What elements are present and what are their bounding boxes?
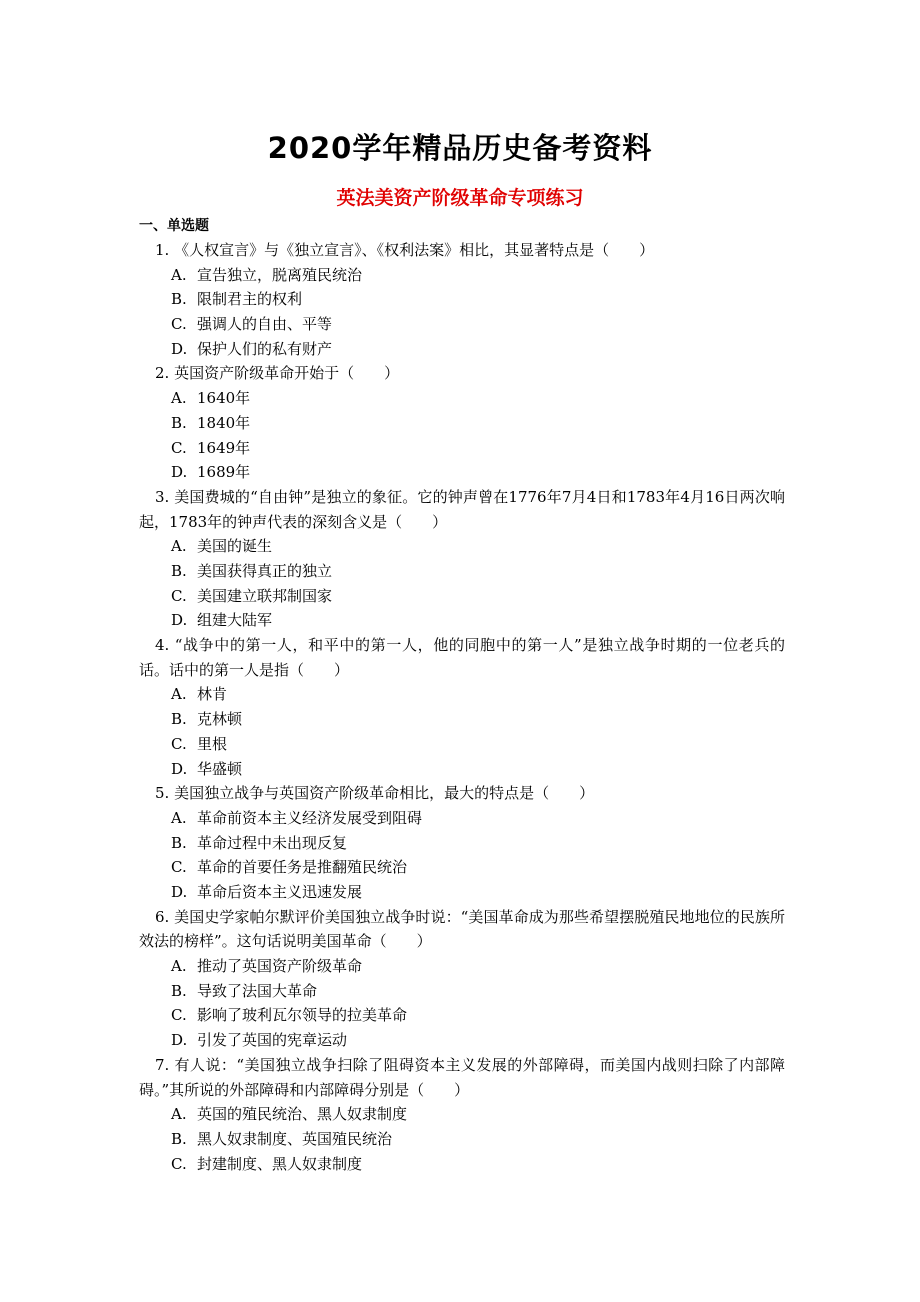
option-letter: D. <box>171 463 188 482</box>
option-text: 1649年 <box>197 438 251 457</box>
option-text: 里根 <box>197 734 228 753</box>
answer-option <box>139 880 785 905</box>
option-letter: C. <box>171 734 187 753</box>
option-text: 革命后资本主义迅速发展 <box>197 882 363 901</box>
answer-option <box>139 979 785 1004</box>
option-text: 1689年 <box>197 463 251 482</box>
option-text: 影响了玻利瓦尔领导的拉美革命 <box>197 1006 408 1025</box>
option-letter: D. <box>171 1031 188 1050</box>
option-text: 美国的诞生 <box>197 537 273 556</box>
answer-option <box>139 287 785 312</box>
option-letter: B. <box>171 981 187 1000</box>
section-heading: 一、单选题 <box>139 218 209 234</box>
question-stem: 6. 美国史学家帕尔默评价美国独立战争时说：“美国革命成为那些希望摆脱殖民地地位的民族所效法的榜样”。这句话说明美国革命（ ） <box>139 907 785 951</box>
answer-option <box>139 460 785 485</box>
option-letter: D. <box>171 611 188 630</box>
answer-option <box>139 584 785 609</box>
answer-option <box>139 954 785 979</box>
option-text: 黑人奴隶制度、英国殖民统治 <box>197 1129 393 1148</box>
answer-option <box>139 608 785 633</box>
option-letter: C. <box>171 586 187 605</box>
answer-option <box>139 1127 785 1152</box>
question-stem: 2. 英国资产阶级革命开始于（ ） <box>155 364 400 383</box>
page-subtitle: 英法美资产阶级革命专项练习 <box>336 187 584 209</box>
question-stem: 7. 有人说：“美国独立战争扫除了阻碍资本主义发展的外部障碍，而美国内战则扫除了内部障碍。”其所说的外部障碍和内部障碍分别是（ ） <box>139 1055 785 1099</box>
option-letter: C. <box>171 858 187 877</box>
option-text: 导致了法国大革命 <box>197 981 318 1000</box>
question-stem: 4. “战争中的第一人，和平中的第一人，他的同胞中的第一人”是独立战争时期的一位老兵的话。话中的第一人是指（ ） <box>139 636 785 679</box>
option-text: 林肯 <box>197 685 228 704</box>
question-stem: 5. 美国独立战争与英国资产阶级革命相比，最大的特点是（ ） <box>155 784 595 803</box>
question-stem: 3. 美国费城的“自由钟”是独立的象征。它的钟声曾在1776年7月4日和1783年4月16日两次响起，1783年的钟声代表的深刻含义是（ ） <box>139 487 785 531</box>
option-letter: A. <box>171 957 187 976</box>
answer-option <box>139 682 785 707</box>
answer-option <box>139 411 785 436</box>
option-letter: D. <box>171 882 188 901</box>
option-text: 美国获得真正的独立 <box>197 562 333 580</box>
page-title: 2020学年精品历史备考资料 <box>267 131 653 165</box>
option-letter: B. <box>171 562 187 580</box>
answer-option <box>139 757 785 782</box>
option-text: 强调人的自由、平等 <box>197 315 333 334</box>
option-letter: A. <box>171 389 187 408</box>
option-letter: B. <box>171 833 187 852</box>
option-text: 克林顿 <box>197 710 243 729</box>
option-letter: C. <box>171 1006 187 1025</box>
option-text: 美国建立联邦制国家 <box>197 586 333 605</box>
option-letter: A. <box>171 685 187 704</box>
option-text: 革命的首要任务是推翻殖民统治 <box>197 858 408 877</box>
answer-option <box>139 1102 785 1127</box>
answer-option <box>139 534 785 559</box>
option-letter: D. <box>171 339 188 358</box>
answer-option <box>139 855 785 880</box>
answer-option <box>139 1152 785 1177</box>
option-text: 限制君主的权利 <box>197 290 303 309</box>
question-list <box>139 214 785 1176</box>
option-text: 保护人们的私有财产 <box>197 339 333 358</box>
option-letter: C. <box>171 438 187 457</box>
option-letter: B. <box>171 413 187 432</box>
question-stem: 1. 《人权宣言》与《独立宣言》、《权利法案》相比，其显著特点是（ ） <box>155 241 655 259</box>
answer-option <box>139 707 785 732</box>
option-text: 推动了英国资产阶级革命 <box>197 957 363 976</box>
option-text: 封建制度、黑人奴隶制度 <box>197 1154 363 1173</box>
option-text: 1640年 <box>197 389 251 408</box>
answer-option <box>139 436 785 461</box>
option-letter: C. <box>171 315 187 334</box>
option-letter: A. <box>171 265 187 284</box>
answer-option <box>139 337 785 362</box>
option-letter: B. <box>171 290 187 309</box>
option-text: 1840年 <box>197 413 251 432</box>
option-letter: A. <box>171 808 187 827</box>
answer-option <box>139 386 785 411</box>
option-letter: D. <box>171 759 188 778</box>
option-letter: A. <box>171 537 187 556</box>
option-text: 革命过程中未出现反复 <box>197 833 348 852</box>
option-letter: B. <box>171 1129 187 1148</box>
answer-option <box>139 559 785 584</box>
answer-option <box>139 1028 785 1053</box>
option-text: 组建大陆军 <box>197 611 273 630</box>
option-letter: A. <box>171 1105 187 1124</box>
answer-option <box>139 312 785 337</box>
answer-option <box>139 1003 785 1028</box>
option-text: 宣告独立，脱离殖民统治 <box>197 265 363 284</box>
option-text: 英国的殖民统治、黑人奴隶制度 <box>197 1105 408 1124</box>
option-text: 引发了英国的宪章运动 <box>197 1031 348 1050</box>
answer-option <box>139 732 785 757</box>
answer-option <box>139 831 785 856</box>
option-letter: B. <box>171 710 187 729</box>
option-text: 革命前资本主义经济发展受到阻碍 <box>197 808 423 827</box>
option-text: 华盛顿 <box>197 759 243 778</box>
option-letter: C. <box>171 1154 187 1173</box>
answer-option <box>139 263 785 288</box>
answer-option <box>139 806 785 831</box>
